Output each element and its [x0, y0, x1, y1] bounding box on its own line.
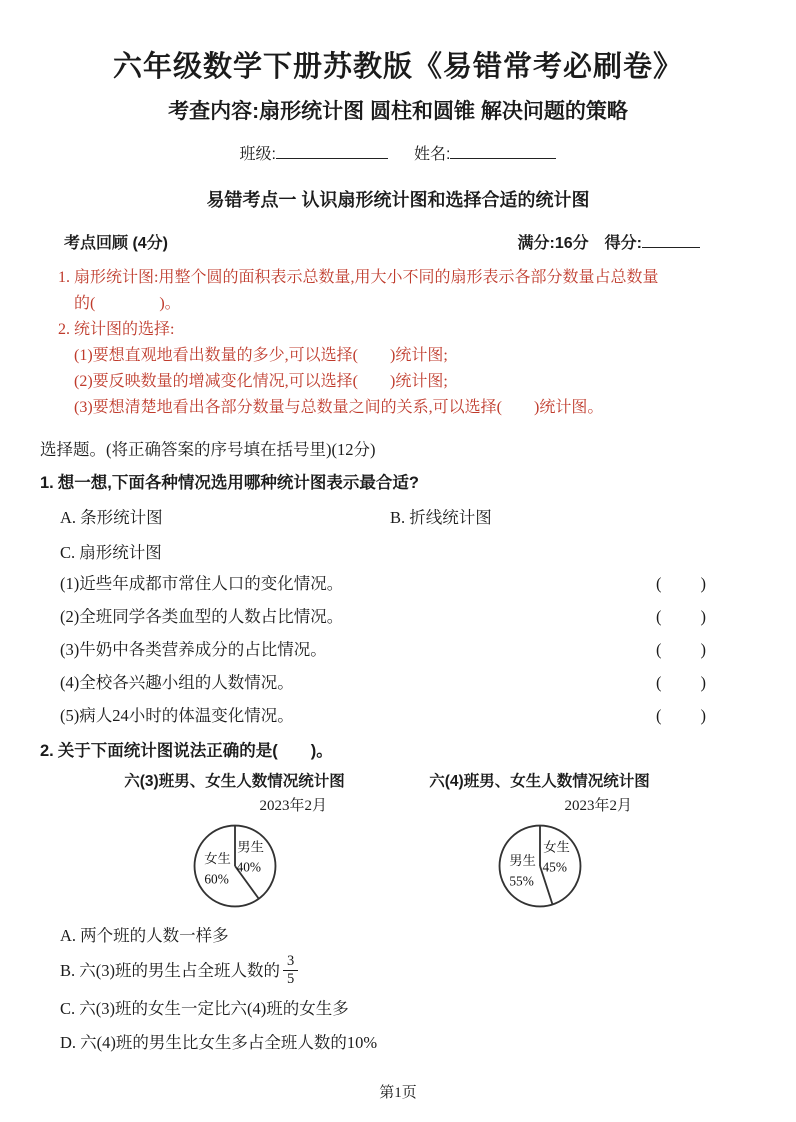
slice-label: 女生 [542, 839, 570, 855]
pie-chart [189, 820, 281, 912]
score-blank-field [642, 233, 700, 248]
answer-bracket: ( ) [656, 640, 708, 659]
slice-label: 女生 [203, 851, 231, 867]
q1-options-row-1 [40, 504, 756, 528]
pie-chart [494, 820, 586, 912]
chart-title: 六(4)班男、女生人数情况统计图 [429, 773, 650, 790]
class-blank-field [276, 144, 388, 159]
section-heading: 易错考点一 认识扇形统计图和选择合适的统计图 [206, 190, 590, 210]
full-score-label: 满分:16分 [517, 235, 589, 252]
q1-sub-item [40, 605, 756, 629]
slice-percent: 55% [508, 873, 534, 889]
q2-option-d: D. 六(4)班的男生比女生多占全班人数的10% [60, 1033, 378, 1053]
answer-bracket: ( ) [656, 706, 708, 725]
q2-options-list [40, 924, 756, 1055]
answer-bracket: ( ) [656, 574, 708, 593]
q1-options-row-2 [40, 539, 756, 563]
answer-bracket: ( ) [656, 607, 708, 626]
q2-option-b [40, 954, 756, 987]
q1-sub-item [40, 704, 756, 728]
chart-date: 2023年2月 [259, 798, 327, 814]
page-title: 六年级数学下册苏教版《易错常考必刷卷》 [112, 51, 683, 83]
question-1-stem [40, 469, 756, 493]
class-label: 班级: [239, 146, 276, 163]
review-line: 2. 统计图的选择: [58, 321, 175, 338]
sub-item-text: (2)全班同学各类血型的人数占比情况。 [60, 607, 344, 626]
review-line: (3)要想清楚地看出各部分数量与总数量之间的关系,可以选择( )统计图。 [74, 399, 604, 416]
score-label: 得分: [604, 235, 642, 252]
score-area [518, 230, 756, 253]
question-number: 1. [40, 474, 54, 492]
answer-bracket: ( ) [656, 673, 708, 692]
slice-label: 男生 [236, 839, 264, 855]
slice-percent: 60% [203, 871, 229, 887]
slice-percent: 40% [236, 859, 261, 875]
fraction-denominator: 5 [287, 971, 295, 988]
exam-scope-subtitle: 考查内容:扇形统计图 圆柱和圆锥 解决问题的策略 [168, 100, 628, 123]
q2-option-a: A. 两个班的人数一样多 [60, 926, 229, 945]
review-line: (1)要想直观地看出数量的多少,可以选择( )统计图; [74, 347, 448, 364]
review-line: 1. 扇形统计图:用整个圆的面积表示总数量,用大小不同的扇形表示各部分数量占总数量 [58, 269, 659, 286]
question-number: 2. [40, 742, 54, 760]
sub-item-text: (4)全校各兴趣小组的人数情况。 [60, 673, 294, 692]
question-text: 关于下面统计图说法正确的是( )。 [57, 742, 333, 760]
name-blank-field [450, 144, 556, 159]
sub-item-text: (5)病人24小时的体温变化情况。 [60, 706, 294, 725]
chart-title: 六(3)班男、女生人数情况统计图 [124, 773, 345, 790]
q1-sub-item [40, 671, 756, 695]
review-line: (2)要反映数量的增减变化情况,可以选择( )统计图; [74, 373, 448, 390]
question-text: 想一想,下面各种情况选用哪种统计图表示最合适? [57, 474, 419, 492]
sub-item-text: (3)牛奶中各类营养成分的占比情况。 [60, 640, 327, 659]
student-info-line [40, 141, 756, 164]
question-2-stem [40, 737, 756, 761]
name-label: 姓名: [414, 146, 451, 163]
q1-option-b: B. 折线统计图 [390, 508, 492, 527]
score-header-row [40, 230, 756, 253]
pie-chart-class-6-4 [407, 769, 672, 912]
pie-charts-row [40, 769, 756, 912]
review-notes-block [40, 265, 756, 421]
fraction [283, 954, 298, 987]
slice-percent: 45% [542, 859, 567, 875]
page-number: 第1页 [379, 1085, 417, 1101]
choice-section-instruction: 选择题。(将正确答案的序号填在括号里)(12分) [40, 440, 376, 459]
fraction-numerator: 3 [283, 954, 298, 971]
chart-date: 2023年2月 [564, 798, 632, 814]
q2-option-c: C. 六(3)班的女生一定比六(4)班的女生多 [60, 999, 349, 1019]
q1-option-c: C. 扇形统计图 [60, 543, 162, 562]
review-line: 的( )。 [74, 295, 181, 312]
review-label: 考点回顾 (4分) [64, 235, 169, 252]
slice-label: 男生 [508, 853, 536, 869]
pie-chart-class-6-3 [102, 769, 367, 912]
sub-item-text: (1)近些年成都市常住人口的变化情况。 [60, 574, 344, 593]
q1-sub-item [40, 638, 756, 662]
q1-sub-item [40, 572, 756, 596]
q1-option-a: A. 条形统计图 [60, 508, 163, 527]
q2-option-b-text: B. 六(3)班的男生占全班人数的 [60, 960, 280, 980]
